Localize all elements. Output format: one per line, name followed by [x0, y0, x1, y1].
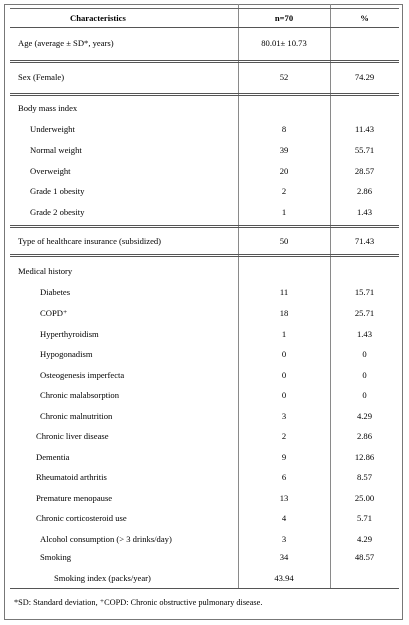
row-pct: 2.86 — [356, 431, 373, 441]
header-top-rule — [10, 8, 399, 9]
row-pct: 15.71 — [354, 287, 375, 297]
row-label: Hyperthyroidism — [40, 329, 99, 339]
row-n: 1 — [281, 329, 287, 339]
row-label: COPD⁺ — [40, 308, 68, 318]
section-rule — [10, 254, 399, 255]
row-pct: 2.86 — [356, 186, 373, 196]
row-label: Grade 1 obesity — [30, 186, 85, 196]
row-pct: 4.29 — [356, 534, 373, 544]
section-rule — [10, 95, 399, 96]
row-label: Overweight — [30, 166, 71, 176]
row-pct: 4.29 — [356, 411, 373, 421]
row-label: Chronic liver disease — [36, 431, 109, 441]
row-label: Normal weight — [30, 145, 82, 155]
row-pct: 11.43 — [354, 124, 375, 134]
row-n: 3 — [281, 534, 287, 544]
row-pct: 25.71 — [354, 308, 375, 318]
row-n: 50 — [279, 236, 289, 246]
row-n: 3 — [281, 411, 287, 421]
row-pct: 0 — [362, 370, 367, 380]
row-label: Smoking index (packs/year) — [54, 573, 151, 583]
row-label: Alcohol consumption (> 3 drinks/day) — [40, 534, 172, 544]
row-pct: 5.71 — [356, 513, 373, 523]
row-n: 80.01± 10.73 — [261, 38, 307, 48]
row-n: 1 — [281, 207, 287, 217]
row-n: 11 — [279, 287, 289, 297]
row-pct: 74.29 — [354, 72, 375, 82]
row-n: 9 — [281, 452, 287, 462]
header-n: n=70 — [274, 13, 294, 23]
header-characteristics: Characteristics — [70, 13, 126, 23]
row-pct: 25.00 — [354, 493, 375, 503]
row-pct: 28.57 — [354, 166, 375, 176]
row-n: 34 — [279, 552, 289, 562]
row-n: 18 — [279, 308, 289, 318]
row-label: Age (average ± SD*, years) — [18, 38, 114, 48]
section-rule — [10, 225, 399, 226]
row-pct: 1.43 — [356, 329, 373, 339]
row-pct: 71.43 — [354, 236, 375, 246]
row-label: Smoking — [40, 552, 72, 562]
section-rule — [10, 256, 399, 257]
row-label: Sex (Female) — [18, 72, 65, 82]
row-n: 39 — [279, 145, 289, 155]
section-rule — [10, 227, 399, 228]
row-n: 52 — [279, 72, 289, 82]
row-pct: 8.57 — [356, 472, 373, 482]
row-pct: 12.86 — [354, 452, 375, 462]
row-n: 2 — [281, 431, 287, 441]
row-n: 8 — [281, 124, 287, 134]
row-label: Body mass index — [18, 103, 78, 113]
row-pct: 48.57 — [354, 552, 375, 562]
row-n: 0 — [281, 370, 287, 380]
row-label: Diabetes — [40, 287, 71, 297]
row-label: Chronic malnutrition — [40, 411, 113, 421]
table-bottom-rule — [10, 588, 399, 589]
row-label: Premature menopause — [36, 493, 113, 503]
row-n: 20 — [279, 166, 289, 176]
section-rule — [10, 93, 399, 94]
row-label: Type of healthcare insurance (subsidized) — [18, 236, 162, 246]
table-footnote: *SD: Standard deviation, ⁺COPD: Chronic obstructive pulmonary disease. — [14, 598, 263, 607]
row-label: Dementia — [36, 452, 70, 462]
row-label: Grade 2 obesity — [30, 207, 85, 217]
section-rule — [10, 60, 399, 61]
row-label: Osteogenesis imperfecta — [40, 370, 125, 380]
row-pct: 0 — [362, 349, 367, 359]
row-n: 0 — [281, 349, 287, 359]
row-pct: 55.71 — [354, 145, 375, 155]
section-rule — [10, 62, 399, 63]
row-n: 43.94 — [274, 573, 294, 583]
row-label: Chronic malabsorption — [40, 390, 120, 400]
header-bottom-rule — [10, 27, 399, 28]
row-n: 2 — [281, 186, 287, 196]
row-label: Hypogonadism — [40, 349, 93, 359]
row-label: Underweight — [30, 124, 75, 134]
row-pct: 1.43 — [356, 207, 373, 217]
row-label: Chronic corticosteroid use — [36, 513, 127, 523]
row-pct: 0 — [362, 390, 367, 400]
header-percent: % — [360, 13, 369, 23]
row-n: 0 — [281, 390, 287, 400]
row-n: 13 — [279, 493, 289, 503]
row-n: 4 — [281, 513, 287, 523]
row-n: 6 — [281, 472, 287, 482]
row-label: Rheumatoid arthritis — [36, 472, 107, 482]
row-label: Medical history — [18, 266, 73, 276]
